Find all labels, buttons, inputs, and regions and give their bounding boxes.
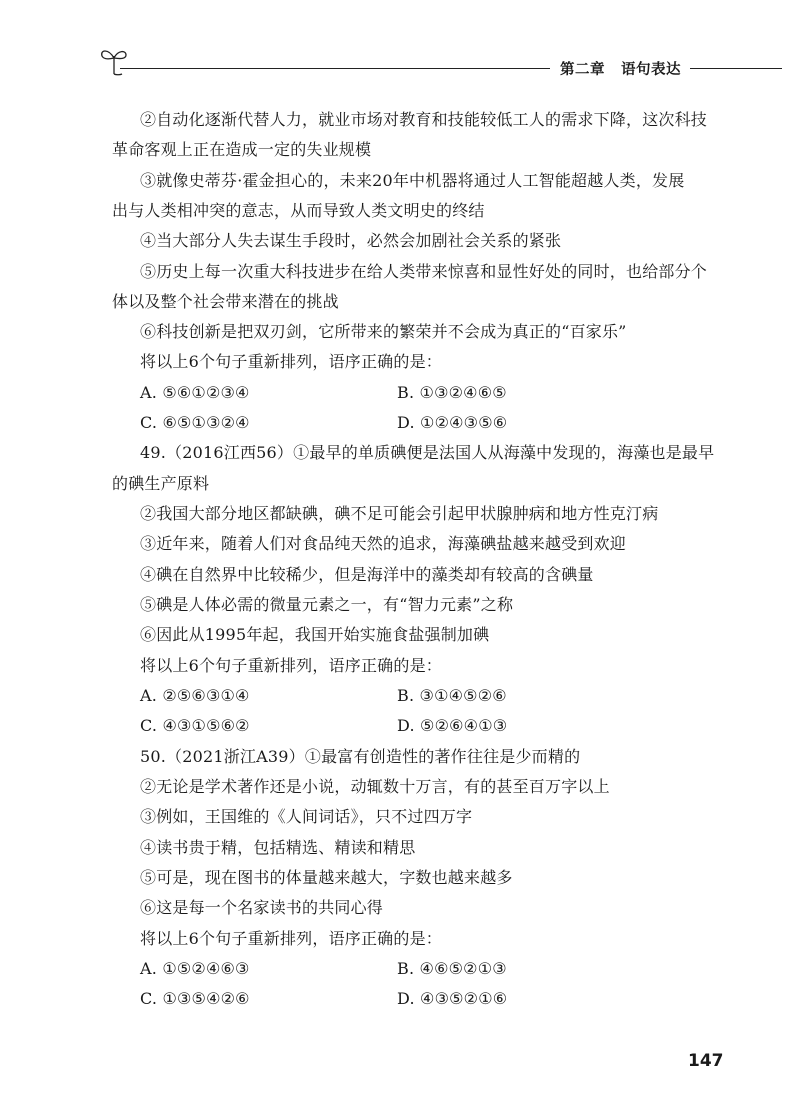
- chapter-title: [560, 58, 681, 79]
- question-49-sentence-2: ②我国大部分地区都缺碘，碘不足可能会引起甲状腺肿病和地方性克汀病: [140, 504, 659, 523]
- question-50-sentence-4: ④读书贵于精，包括精选、精读和精思: [140, 838, 416, 857]
- question-50-option-c: C. ①③⑤④②⑥: [140, 989, 250, 1008]
- chapter-number: 第二章: [560, 62, 605, 78]
- sentence-2-line-1: ②自动化逐渐代替人力，就业市场对教育和技能较低工人的需求下降，这次科技: [140, 110, 708, 129]
- question-49-sentence-4: ④碘在自然界中比较稀少，但是海洋中的藻类却有较高的含碘量: [140, 565, 594, 584]
- section-title: 语句表达: [621, 62, 681, 78]
- question-50-option-b: B. ④⑥⑤②①③: [397, 959, 507, 978]
- question-49-option-d: D. ⑤②⑥④①③: [397, 716, 508, 735]
- question-49-sentence-3: ③近年来，随着人们对食品纯天然的追求，海藻碘盐越来越受到欢迎: [140, 534, 627, 553]
- question-prompt: 将以上6个句子重新排列，语序正确的是：: [140, 352, 442, 371]
- question-50-option-a: A. ①⑤②④⑥③: [140, 959, 250, 978]
- sentence-2-line-2: 革命客观上正在造成一定的失业规模: [112, 140, 372, 159]
- question-50-sentence-6: ⑥这是每一个名家读书的共同心得: [140, 898, 384, 917]
- sprout-icon: [96, 44, 132, 78]
- question-50-sentence-5: ⑤可是，现在图书的体量越来越大，字数也越来越多: [140, 868, 513, 887]
- question-49-sentence-5: ⑤碘是人体必需的微量元素之一，有“智力元素”之称: [140, 595, 514, 614]
- header-rule-left: [120, 68, 550, 69]
- question-49-head-line-2: 的碘生产原料: [112, 474, 210, 493]
- question-50-prompt: 将以上6个句子重新排列，语序正确的是：: [140, 929, 442, 948]
- option-c: C. ⑥⑤①③②④: [140, 413, 250, 432]
- sentence-6: ⑥科技创新是把双刃剑，它所带来的繁荣并不会成为真正的“百家乐”: [140, 322, 627, 341]
- question-49-option-c: C. ④③①⑤⑥②: [140, 716, 250, 735]
- header-rule-right: [690, 68, 782, 69]
- sentence-3-line-1: ③就像史蒂芬·霍金担心的，未来20年中机器将通过人工智能超越人类，发展: [140, 171, 685, 190]
- sentence-5-line-1: ⑤历史上每一次重大科技进步在给人类带来惊喜和显性好处的同时，也给部分个: [140, 262, 708, 281]
- question-49-option-b: B. ③①④⑤②⑥: [397, 686, 507, 705]
- question-49-option-a: A. ②⑤⑥③①④: [140, 686, 250, 705]
- sentence-5-line-2: 体以及整个社会带来潜在的挑战: [112, 292, 339, 311]
- option-b: B. ①③②④⑥⑤: [397, 383, 507, 402]
- question-50-sentence-2: ②无论是学术著作还是小说，动辄数十万言，有的甚至百万字以上: [140, 777, 610, 796]
- page-header: [0, 38, 800, 78]
- page-number: 147: [688, 1051, 724, 1071]
- option-d: D. ①②④③⑤⑥: [397, 413, 508, 432]
- sentence-3-line-2: 出与人类相冲突的意志，从而导致人类文明史的终结: [112, 201, 485, 220]
- question-50-option-d: D. ④③⑤②①⑥: [397, 989, 508, 1008]
- question-49-head-line-1: 49.（2016江西56）①最早的单质碘便是法国人从海藻中发现的，海藻也是最早: [140, 443, 715, 462]
- option-a: A. ⑤⑥①②③④: [140, 383, 250, 402]
- sentence-4: ④当大部分人失去谋生手段时，必然会加剧社会关系的紧张: [140, 231, 562, 250]
- question-49-sentence-6: ⑥因此从1995年起，我国开始实施食盐强制加碘: [140, 625, 490, 644]
- question-50-head: 50.（2021浙江A39）①最富有创造性的著作往往是少而精的: [140, 747, 581, 766]
- question-49-prompt: 将以上6个句子重新排列，语序正确的是：: [140, 656, 442, 675]
- question-50-sentence-3: ③例如，王国维的《人间词话》，只不过四万字: [140, 807, 473, 826]
